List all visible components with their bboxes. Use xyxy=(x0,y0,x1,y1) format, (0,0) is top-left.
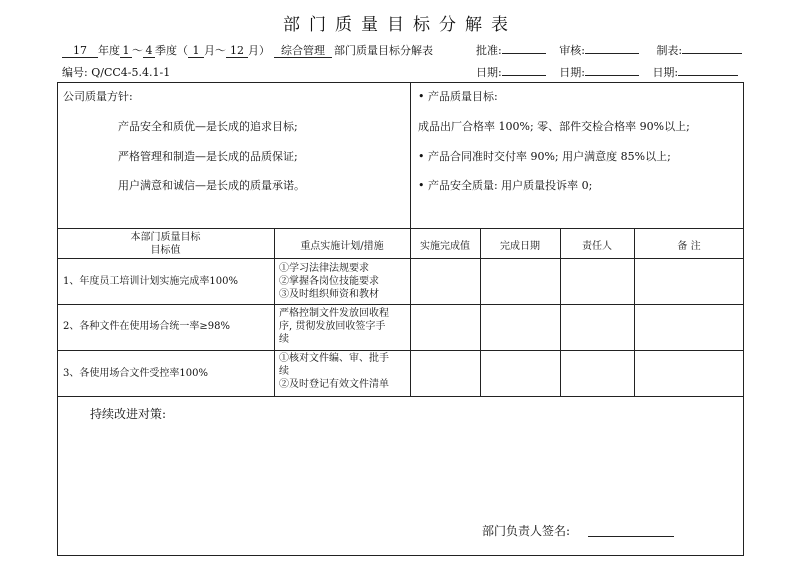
col-line-2 xyxy=(410,228,411,396)
period-line xyxy=(62,42,433,58)
approve-label: 批准: xyxy=(476,44,502,57)
top-divider xyxy=(410,82,411,228)
row3-plan-line-3: ②及时登记有效文件清单 xyxy=(279,379,389,390)
approve-field[interactable] xyxy=(502,43,546,54)
code-label: 编号: xyxy=(62,66,88,79)
date-field-3[interactable] xyxy=(678,65,738,76)
row3-plan-line-2: 续 xyxy=(279,366,289,377)
row3-plan xyxy=(279,352,389,391)
date-line xyxy=(476,64,738,80)
date-label-3: 日期: xyxy=(652,66,679,79)
header-plan: 重点实施计划/措施 xyxy=(300,241,384,252)
page-title: 部门质量目标分解表 xyxy=(283,15,517,35)
row1-plan-line-3: ③及时组织师资和教材 xyxy=(279,289,379,300)
signoff-line xyxy=(476,42,742,58)
header-goal-line-2: 目标值 xyxy=(150,245,181,256)
row1-bottom-line xyxy=(57,304,744,305)
policy-heading: 公司质量方针: xyxy=(63,90,133,103)
goals-line-2: • 产品合同准时交付率 90%; 用户满意度 85%以上; xyxy=(418,150,671,163)
quarter-to-field[interactable]: 4 xyxy=(143,45,155,58)
month-mid-label: 月～ xyxy=(204,44,226,57)
tilde-sep: ～ xyxy=(132,44,143,57)
date-label-2: 日期: xyxy=(559,66,585,79)
code-value: Q/CC4-5.4.1-1 xyxy=(91,66,171,79)
month-from-field[interactable]: 1 xyxy=(188,45,204,58)
year-field[interactable]: 17 xyxy=(62,45,98,58)
year-label: 年度 xyxy=(98,44,120,57)
policy-line-2: 严格管理和制造—是长成的品质保证; xyxy=(118,150,298,163)
quarter-label: 季度（ xyxy=(155,44,188,57)
col-line-3 xyxy=(480,228,481,396)
code-line xyxy=(62,64,170,80)
sign-field[interactable] xyxy=(588,536,674,537)
row1-goal: 1、年度员工培训计划实施完成率100% xyxy=(63,276,238,287)
policy-line-1: 产品安全和质优—是长成的追求目标; xyxy=(118,120,298,133)
prepare-label: 制表: xyxy=(656,44,683,57)
row2-bottom-line xyxy=(57,350,744,351)
quarter-from-field[interactable]: 1 xyxy=(120,45,132,58)
review-field[interactable] xyxy=(585,43,639,54)
row3-bottom-line xyxy=(57,396,744,397)
row1-plan-line-2: ②掌握各岗位技能要求 xyxy=(279,276,379,287)
month-end-label: 月） xyxy=(248,44,270,57)
row2-plan-line-3: 续 xyxy=(279,334,289,345)
header-bottom-line xyxy=(57,258,744,259)
table-top-line xyxy=(57,228,744,229)
header-goal-line-1: 本部门质量目标 xyxy=(130,232,201,243)
dept-field[interactable]: 综合管理 xyxy=(274,45,332,58)
header-remark: 备 注 xyxy=(677,241,701,252)
header-owner: 责任人 xyxy=(582,241,612,252)
col-line-5 xyxy=(634,228,635,396)
row2-plan-line-1: 严格控制文件发放回收程 xyxy=(279,308,389,319)
sign-label: 部门负责人签名: xyxy=(482,524,571,538)
row2-goal: 2、各种文件在使用场合统一率≥98% xyxy=(63,321,230,332)
date-field-1[interactable] xyxy=(502,65,546,76)
row2-plan xyxy=(279,307,389,346)
goals-line-3: • 产品安全质量: 用户质量投诉率 0; xyxy=(418,179,593,192)
header-goal xyxy=(57,231,274,257)
col-line-4 xyxy=(560,228,561,396)
row1-plan-line-1: ①学习法律法规要求 xyxy=(279,263,369,274)
month-to-field[interactable]: 12 xyxy=(226,45,248,58)
row1-plan xyxy=(279,262,379,301)
header-actual: 实施完成值 xyxy=(420,241,470,252)
improvement-heading: 持续改进对策: xyxy=(90,407,167,421)
col-line-1 xyxy=(274,228,275,396)
goals-line-1: 成品出厂合格率 100%; 零、部件交检合格率 90%以上; xyxy=(418,120,690,133)
goals-heading: • 产品质量目标: xyxy=(418,90,498,103)
date-label-1: 日期: xyxy=(476,66,502,79)
row3-goal: 3、各使用场合文件受控率100% xyxy=(63,368,208,379)
row2-plan-line-2: 序, 贯彻发放回收签字手 xyxy=(279,321,386,332)
form-name: 部门质量目标分解表 xyxy=(334,44,433,57)
header-date: 完成日期 xyxy=(500,241,540,252)
date-field-2[interactable] xyxy=(585,65,639,76)
review-label: 审核: xyxy=(559,44,585,57)
prepare-field[interactable] xyxy=(682,43,742,54)
row3-plan-line-1: ①核对文件编、审、批手 xyxy=(279,353,389,364)
policy-line-3: 用户满意和诚信—是长成的质量承诺。 xyxy=(118,179,305,192)
